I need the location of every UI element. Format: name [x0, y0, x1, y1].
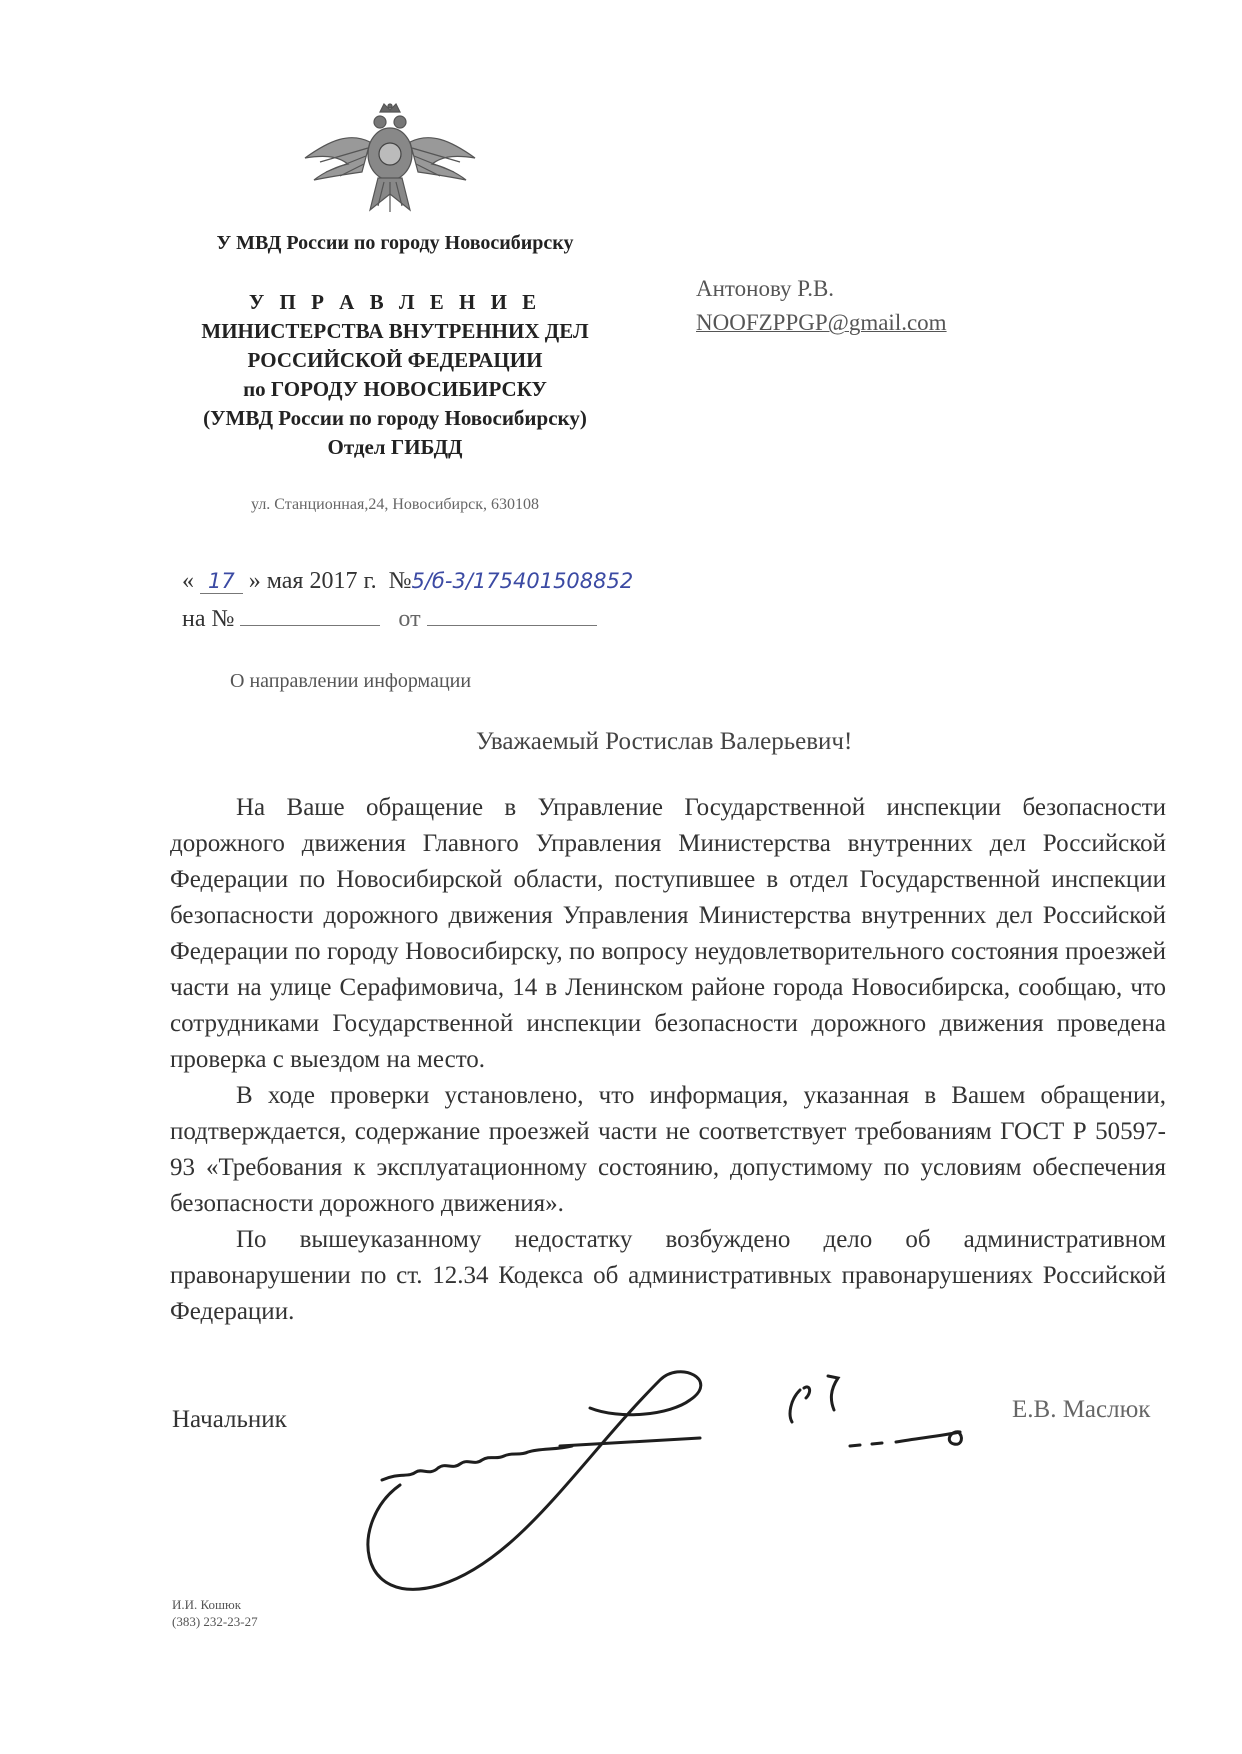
emblem-icon [300, 102, 480, 220]
org-line: У П Р А В Л Е Н И Е [248, 290, 542, 314]
date-month-year: мая 2017 г. [266, 568, 377, 594]
number-label: № [388, 568, 412, 594]
greeting: Уважаемый Ростислав Валерьевич! [476, 728, 853, 755]
org-line: РОССИЙСКОЙ ФЕДЕРАЦИИ [247, 348, 543, 372]
org-short-name: У МВД России по городу Новосибирску [216, 232, 574, 254]
letter-body [170, 790, 1166, 1330]
open-quote: « [182, 568, 194, 594]
body-paragraph: На Ваше обращение в Управление Государственной инспекции безопасности дорожного движения Главного Управления Министерства внутренних дел Российской Федерации по Новосибирской области, поступившее в отдел Государственной инспекции безопасности дорожного движения Управления Министерства внутренних дел Российской Федерации по городу Новосибирску, по вопросу неудовлетворительного состояния проезжей части на улице Серафимовича, 14 в Ленинском районе города Новосибирска, сообщаю, что сотрудниками Государственной инспекции безопасности дорожного движения проведена проверка с выездом на место. [170, 794, 1166, 1073]
reference-number-blank [240, 607, 380, 626]
executor-name: И.И. Кошюк [172, 1597, 242, 1612]
recipient-email: NOOFZPPGP@gmail.com [696, 310, 947, 335]
reference-date-blank [427, 607, 597, 626]
executor-phone: (383) 232-23-27 [172, 1614, 258, 1629]
org-line: МИНИСТЕРСТВА ВНУТРЕННИХ ДЕЛ [201, 319, 589, 343]
signer-position: Начальник [172, 1406, 287, 1433]
date-number-line [182, 568, 633, 595]
reference-line [182, 606, 597, 633]
close-quote: » [248, 568, 261, 594]
reference-number-label: на № [182, 606, 235, 632]
document-number: 5/б-3/175401508852 [411, 569, 634, 593]
letter-subject: О направлении информации [230, 670, 472, 692]
reference-from-label: от [398, 606, 421, 632]
executor-info [172, 1596, 258, 1630]
body-paragraph: В ходе проверки установлено, что информация, указанная в Вашем обращении, подтверждается, содержание проезжей части не соответствует требованиям ГОСТ Р 50597-93 «Требования к эксплуатационному состоянию, допустимому по условиям обеспечения безопасности дорожного движения». [170, 1082, 1166, 1217]
recipient-name: Антонову Р.В. [696, 276, 835, 301]
recipient-block [696, 272, 947, 340]
org-line: по ГОРОДУ НОВОСИБИРСКУ [243, 377, 547, 401]
signer-name: Е.В. Маслюк [1012, 1396, 1151, 1423]
org-line: (УМВД России по городу Новосибирску) [203, 406, 587, 430]
org-line: Отдел ГИБДД [327, 435, 463, 459]
org-full-name [150, 288, 640, 462]
date-day: 17 [200, 569, 243, 594]
body-paragraph: По вышеуказанному недостатку возбуждено дело об административном правонарушении по ст. 12.34 Кодекса об административных правонарушениях Российской Федерации. [170, 1226, 1166, 1325]
handwritten-signature [360, 1360, 980, 1610]
org-address: ул. Станционная,24, Новосибирск, 630108 [251, 496, 539, 513]
